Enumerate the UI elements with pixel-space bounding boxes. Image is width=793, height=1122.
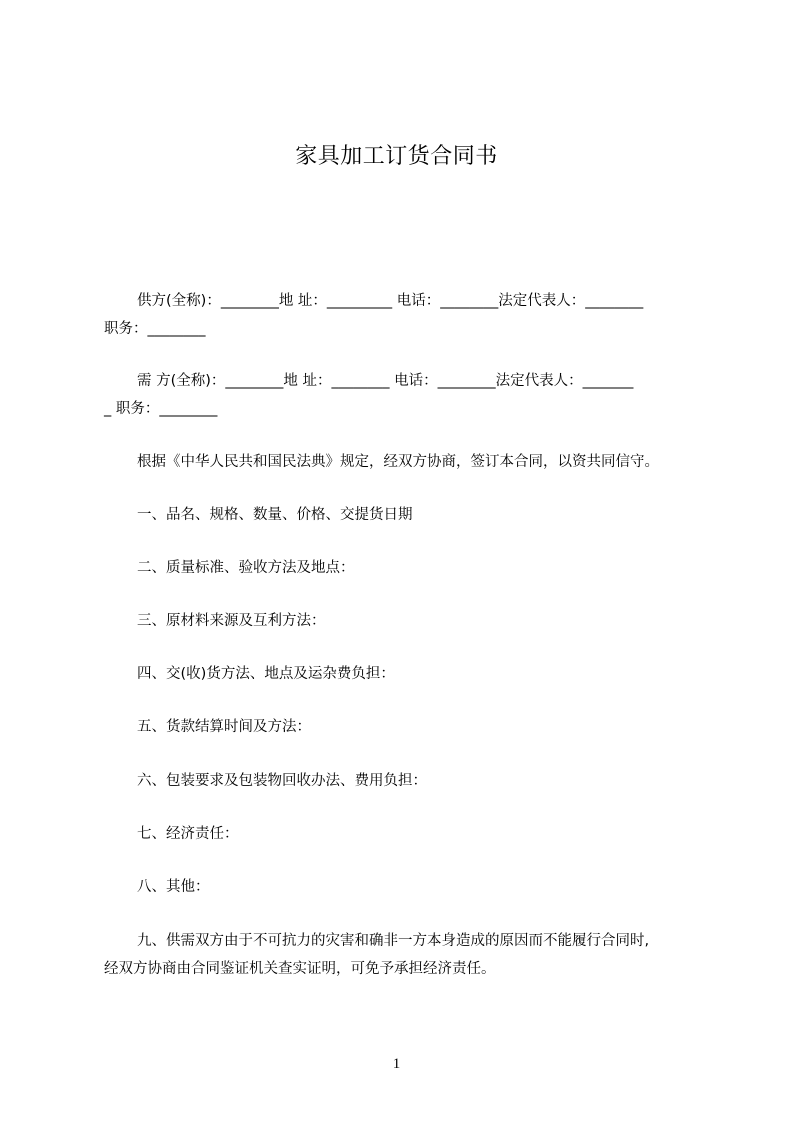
preamble-paragraph: 根据《中华人民共和国民法典》规定，经双方协商，签订本合同，以资共同信守。 [137,454,659,470]
buyer-info-line-1: 需 方(全称)：________地 址：________ 电话：________法定代表人：_______ [137,373,634,389]
clause-6: 六、包装要求及包装物回收办法、费用负担： [137,773,427,789]
page-number: 1 [392,1056,401,1072]
supplier-info-line-2: 职务：________ [104,321,206,337]
clause-1: 一、品名、规格、数量、价格、交提货日期 [137,507,413,523]
clause-9-line-2: 经双方协商由合同鉴证机关查实证明，可免予承担经济责任。 [104,961,496,977]
supplier-info-line-1: 供方(全称)：________地 址：_________ 电话：________法定代表人：________ [137,293,644,309]
buyer-info-line-2: _ 职务：________ [104,401,218,417]
clause-4: 四、交(收)货方法、地点及运杂费负担： [137,666,395,682]
clause-9-line-1: 九、供需双方由于不可抗力的灾害和确非一方本身造成的原因而不能履行合同时, [137,933,650,949]
clause-7: 七、经济责任： [137,826,239,842]
clause-2: 二、质量标准、验收方法及地点： [137,560,355,576]
document-title: 家具加工订货合同书 [295,144,498,169]
clause-5: 五、货款结算时间及方法： [137,719,311,735]
clause-8: 八、其他： [137,879,210,895]
clause-3: 三、原材料来源及互利方法： [137,613,326,629]
